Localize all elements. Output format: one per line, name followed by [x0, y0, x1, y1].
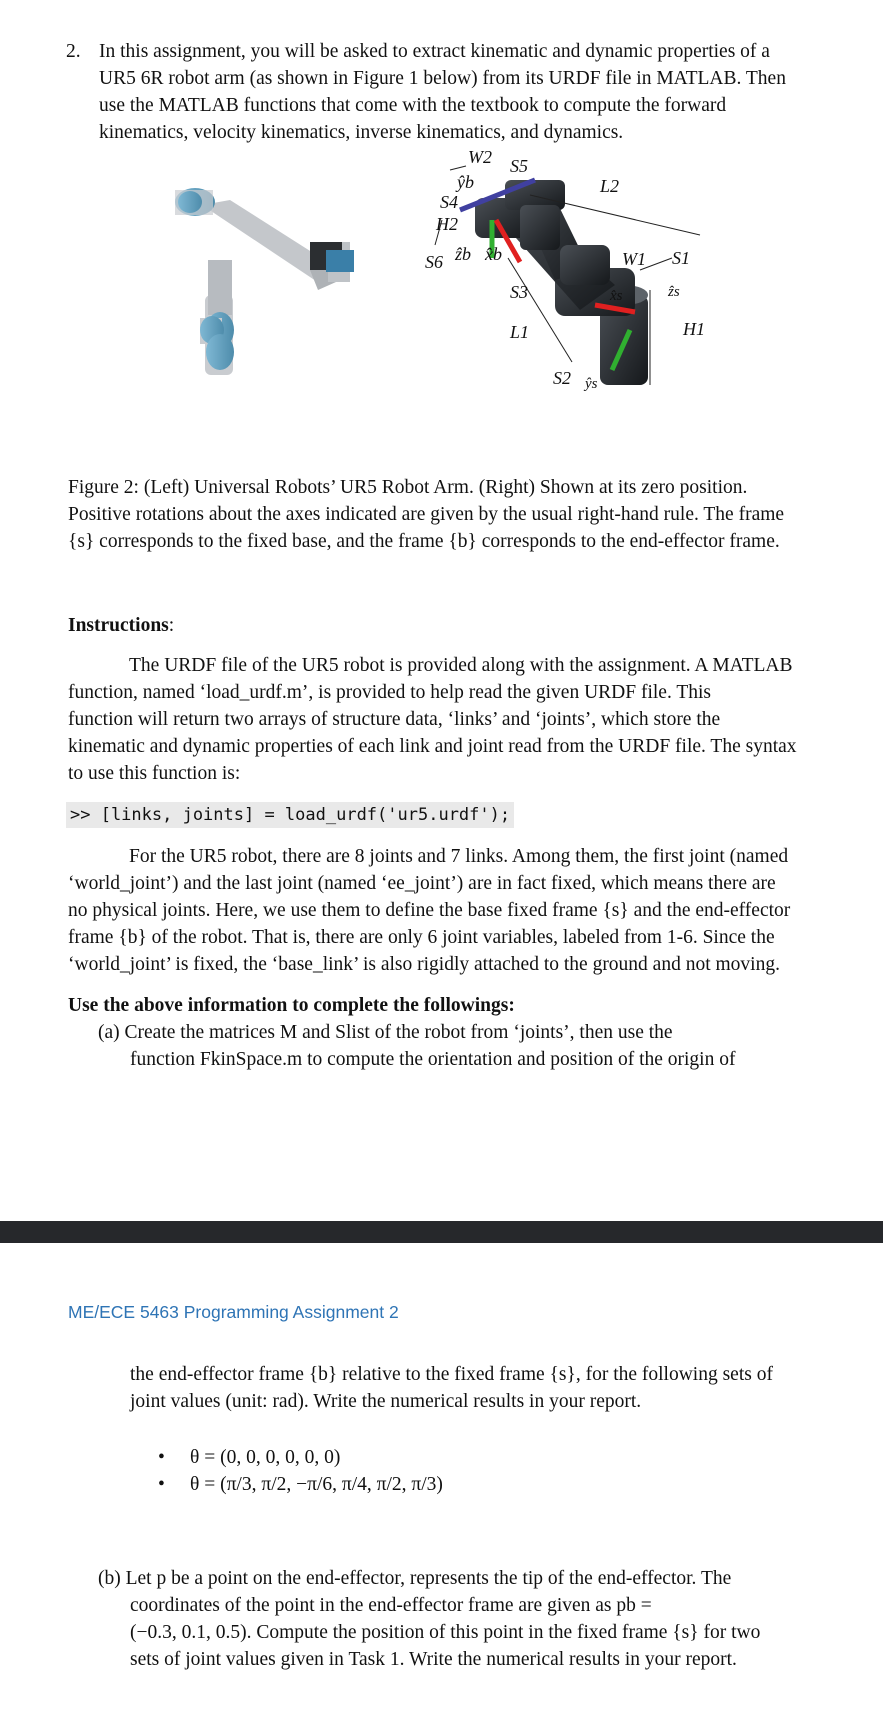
label-w2: W2: [468, 150, 492, 167]
task-b-line: (b) Let p be a point on the end-effector, represents the tip of the end-effector. The: [98, 1568, 732, 1589]
task-b-line: sets of joint values given in Task 1. Write the numerical results in your report.: [130, 1649, 737, 1670]
instructions-paragraph-1: [68, 652, 868, 787]
para1-line: kinematic and dynamic properties of each link and joint read from the URDF file. The syntax: [68, 736, 797, 757]
label-s2: S2: [553, 368, 571, 388]
label-zb: ẑb: [455, 244, 472, 264]
question-number: 2.: [66, 41, 81, 62]
task-a-line: function FkinSpace.m to compute the orientation and position of the origin of: [130, 1049, 736, 1070]
figure-caption: [68, 474, 868, 555]
question-line: In this assignment, you will be asked to extract kinematic and dynamic properties of a: [99, 41, 770, 62]
figure-ur5: [160, 150, 820, 450]
label-xb: x̂b: [485, 244, 502, 264]
label-xs: x̂s: [610, 288, 623, 304]
para2-line: For the UR5 robot, there are 8 joints and 7 links. Among them, the first joint (named: [129, 846, 789, 867]
question-text: [99, 38, 859, 146]
label-h1: H1: [683, 319, 705, 339]
page-break-bar: [0, 1221, 883, 1243]
instructions-heading-text: Instructions: [68, 615, 169, 636]
para1-line: to use this function is:: [68, 763, 241, 784]
theta-zero: θ = (0, 0, 0, 0, 0, 0): [190, 1447, 341, 1468]
label-s5: S5: [510, 156, 528, 176]
caption-line: {s} corresponds to the fixed base, and the frame {b} corresponds to the end-effector frame.: [68, 531, 780, 552]
page-header: ME/ECE 5463 Programming Assignment 2: [68, 1302, 399, 1322]
label-s6: S6: [425, 252, 443, 272]
question-line: use the MATLAB functions that come with the textbook to compute the forward: [99, 95, 727, 116]
para2-line: ‘world_joint’ is fixed, the ‘base_link’ is also rigidly attached to the ground and not moving.: [68, 954, 780, 975]
instructions-heading: [68, 612, 174, 639]
instructions-paragraph-2: [68, 843, 868, 978]
para2-line: ‘world_joint’) and the last joint (named ‘ee_joint’) are in fact fixed, which means there are: [68, 873, 776, 894]
label-zs: ẑs: [668, 284, 680, 300]
code-line: >> [links, joints] = load_urdf('ur5.urdf');: [66, 802, 514, 828]
ur5-photo: [175, 188, 354, 375]
label-h2: H2: [436, 214, 458, 234]
task-b-line: coordinates of the point in the end-effector frame are given as pb =: [130, 1595, 652, 1616]
label-s1: S1: [672, 248, 690, 268]
instructions-heading-colon: :: [168, 615, 175, 636]
list-item: • θ = (π/3, π/2, −π/6, π/4, π/2, π/3): [158, 1471, 443, 1498]
task-a: [98, 1019, 868, 1073]
question-line: UR5 6R robot arm (as shown in Figure 1 below) from its URDF file in MATLAB. Then: [99, 68, 786, 89]
label-w1: W1: [622, 249, 646, 269]
task-b-line: (−0.3, 0.1, 0.5). Compute the position of this point in the fixed frame {s} for two: [130, 1622, 761, 1643]
para2-line: no physical joints. Here, we use them to define the base fixed frame {s} and the end-effector: [68, 900, 791, 921]
label-l2: L2: [600, 176, 620, 196]
para2-line: frame {b} of the robot. That is, there are only 6 joint variables, labeled from 1-6. Since the: [68, 927, 775, 948]
para1-line: function, named ‘load_urdf.m’, is provided to help read the given URDF file. This: [68, 682, 712, 703]
label-yb: ŷb: [457, 172, 474, 192]
cont-line: the end-effector frame {b} relative to the fixed frame {s}, for the following sets of: [130, 1364, 773, 1385]
caption-line: Figure 2: (Left) Universal Robots’ UR5 Robot Arm. (Right) Shown at its zero position.: [68, 477, 748, 498]
label-l1: L1: [510, 322, 530, 342]
label-s4: S4: [440, 192, 458, 212]
joint-values-list: [158, 1444, 443, 1498]
cont-line: joint values (unit: rad). Write the numerical results in your report.: [130, 1391, 642, 1412]
use-info-heading: [68, 992, 515, 1019]
task-a-line: (a) Create the matrices M and Slist of the robot from ‘joints’, then use the: [98, 1022, 673, 1043]
theta-nonzero: θ = (π/3, π/2, −π/6, π/4, π/2, π/3): [190, 1474, 443, 1495]
label-ys: ŷs: [585, 376, 598, 392]
ur5-diagram: [435, 166, 700, 385]
list-item: • θ = (0, 0, 0, 0, 0, 0): [158, 1444, 443, 1471]
task-b: [98, 1565, 868, 1673]
question-line: kinematics, velocity kinematics, inverse kinematics, and dynamics.: [99, 122, 624, 143]
label-s3: S3: [510, 282, 528, 302]
para1-line: function will return two arrays of structure data, ‘links’ and ‘joints’, which store the: [68, 709, 721, 730]
para1-line: The URDF file of the UR5 robot is provided along with the assignment. A MATLAB: [129, 655, 793, 676]
task-a-continued: [130, 1361, 870, 1415]
use-info-heading-text: Use the above information to complete the followings:: [68, 995, 515, 1016]
caption-line: Positive rotations about the axes indicated are given by the usual right-hand rule. The frame: [68, 504, 785, 525]
